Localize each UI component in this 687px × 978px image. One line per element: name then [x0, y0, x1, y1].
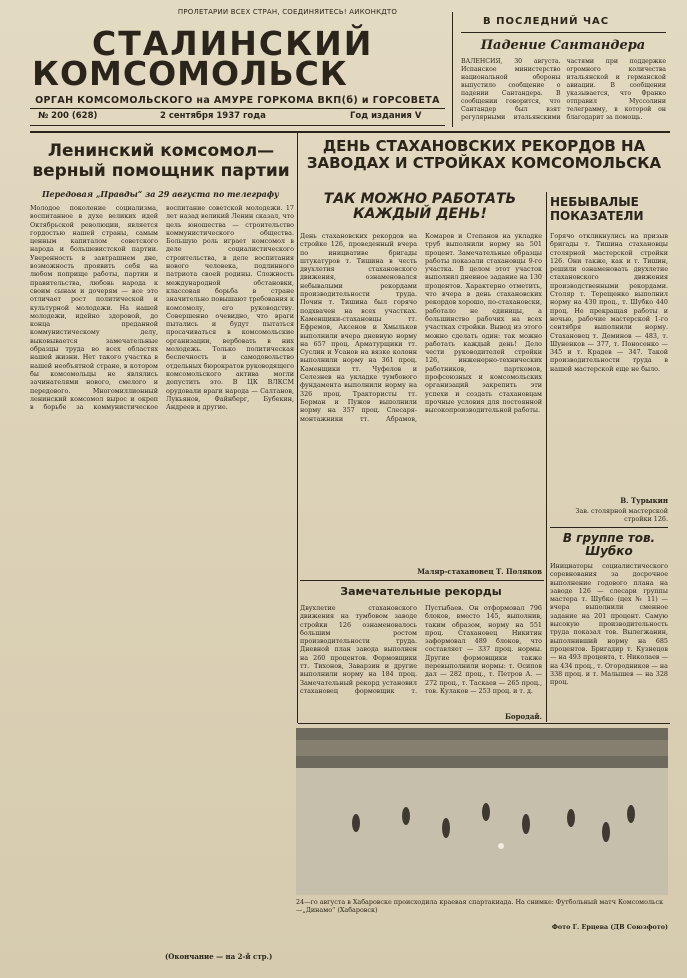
records-headline: Замечательные рекорды	[340, 585, 502, 598]
left-dateline: Передовая „Правды“ за 29 августа по телеграфу	[42, 189, 279, 199]
continued-note: (Окончание — на 2-й стр.)	[165, 952, 273, 961]
divider	[298, 723, 670, 724]
photo-illustration	[296, 728, 668, 895]
divider	[297, 133, 298, 723]
indicators-signature: В. Турыкин	[620, 496, 668, 505]
last-hour-label: В ПОСЛЕДНИЙ ЧАС	[483, 16, 610, 27]
slogan: ПРОЛЕТАРИИ ВСЕХ СТРАН, СОЕДИНЯЙТЕСЬ! АИКОНКДТО	[177, 8, 398, 16]
main-headline: ДЕНЬ СТАХАНОВСКИХ РЕКОРДОВ НА ЗАВОДАХ И СТРОЙКАХ КОМСОМОЛЬСКА	[306, 137, 662, 173]
indicators-headline: НЕБЫВАЛЫЕ ПОКАЗАТЕЛИ	[550, 195, 644, 223]
group-headline: В группе тов. Шубко	[562, 531, 656, 559]
organ-line: ОРГАН КОМСОМОЛЬСКОГО на АМУРЕ ГОРКОМА ВКП(б) и ГОРСОВЕТА	[35, 95, 440, 106]
left-article-text: Молодое поколение социализма, воспитанное в духе великих идей Октябрьской революции, является гордостью нашей страны, самым ценным капиталом советского народа и большевистской партии. Уверенность в завтрашнем дне, возможность проявить себя на любом поприще работы, партии и правительства, любовь народа к своим сынам и дочерям — все это отличает рост политической и культурной молодежи. На нашей молодежи, идейно здоровой, до конца преданной коммунистическому делу, выковывается замечательные образцы труда во всех областях нашей жизни. Нет такого участка в нашей необъятной стране, в котором бы комсомольцы не являлись зачинателями нового, смелого и передового. Многомиллионный ленинский комсомол вырос и окреп в борьбе за коммунистическое воспитание советской молодежи. 17 лет назад великий Ленин сказал, что цель юношества — строительство коммунистического общества. Большую роль играет комсомол в деле социалистического строительства, в деле воспитания нового человека, подлинного патриота своей родины. Сложность международной обстановки, классовая борьба в стране значительно повышают требования к комсомолу, его руководству. Совершенно очевидно, что враги пытались и будут пытаться просачиваться в комсомольские организации, вербовать в них молодежь. Только политическая беспечность и самодовольство отдельных бюрократов руководящего комсомольского актива могли допустить это. В ЦК ВЛКСМ орудовали враги народа — Салтанов, Лукьянов, Файнберг, Бубекин, Андреев и другие.	[30, 204, 294, 412]
work-day-text: День стахановских рекордов на стройке 126, проведенный вчера по инициативе бригады штукатуров т. Тишина в честь двухлетия стахановского движения, ознаменовался небывалыми рекордами производительности труда. Почин т. Тишина был горячо подхвачен на всех участках. Каменщики-стахановцы тт. Ефремов, Аксенов и Хмыльков выполнили вчера дневную норму на 657 проц. Арматурщики тт. Суслин и Усанов на вязке колонн выполнили норму на 361 проц. Каменщики тт. Чуфелов и Селезнев на укладке тумбового фундамента выполнили норму на 326 проц. Трактористы тт. Берман и Пужов выполнили норму на 357 проц. Слесаря-монтажники тт. Абрамов, Комаров и Степанов на укладке труб выполнили норму на 501 процент. Замечательные образцы работы показали стахановцы 9-го участка. В целом этот участок выполнил дневное задание на 130 процентов. Характерно отметить, что вчера в день стахановских рекордов хорошо, по-стахановски, работало не единицы, а большинство рабочих на всех участках стройки. Вывод из этого можно сделать один: так можно работать каждый день! Дело чести руководителей стройки 126, инженерно-технических работников, парткомов, профсоюзных и комсомольских организаций закрепить эти успехи и создать стахановцам прочные условия для постоянной высокопроизводительной работы.	[300, 232, 542, 423]
issue-date: 2 сентября 1937 года	[160, 111, 266, 121]
divider	[550, 527, 668, 528]
photo-caption: 24—го августа в Хабаровске происходила краевая спартакиада. На снимке: Футбольный матч Комсомольск—„Динамо“ (Хабаровск)	[296, 898, 664, 914]
last-hour-text: ВАЛЕНСИЯ, 30 августа. Испанское министерство национальной обороны выпустило сообщение о падении Сантандера. В сообщении говорится, что Сантандер был взят регулярными итальянскими частями при поддержке огромного количества итальянской и германской авиации. В сообщении указывается, что Франко отправил Муссолини телеграмму, в которой он благодарит за помощь.	[461, 58, 666, 121]
divider	[30, 131, 670, 133]
last-hour-headline: Падение Сантандера	[480, 38, 646, 53]
football-match-photo	[296, 728, 668, 895]
records-signature: Бородай.	[504, 712, 542, 721]
indicators-signature-note: Зав. столярной мастерской стройки 126.	[575, 507, 668, 524]
divider	[300, 580, 544, 581]
last-hour-box	[452, 12, 668, 127]
masthead	[30, 20, 445, 106]
issue-number: № 200 (628)	[38, 111, 98, 121]
issue-year: Год издания V	[350, 111, 422, 121]
indicators-text: Горячо откликнулись на призыв бригады т. Тишина стахановцы столярной мастерской стройки 126. Они также, как и т. Тишин, решили ознаменовать двухлетие стахановского движения производственными рекордами. Столяр т. Терещенко выполнил норму на 430 проц., т. Шубко 440 проц. Не прекращая работы и ночью, рабочие мастерской 1-го сентября выполнили норму. Стахановец т. Деминов — 483, т. Шуненков — 377, т. Поносенко — 345 и т. Крадев — 347. Такой производительности труда в нашей мастерской еще не было.	[550, 232, 668, 373]
divider	[546, 192, 547, 722]
masthead-title-line2: КОМСОМОЛЬСК	[32, 54, 348, 93]
divider	[461, 32, 666, 33]
group-text: Инициаторы социалистического соревнования за досрочное выполнение годового плана на заводе 126 — слесари группы мастера т. Шубко (цех № 11) — вчера выполнили сменное задание на 201 процент. Самую высокую производительность труда показал тов. Вылегжанин, выполнивший норму на 685 процентов. Бригадир т. Кузнецов — на 493 процента, т. Николаев — на 434 проц., т. Огородников — на 338 проц. и т. Малышев — на 328 проц.	[550, 562, 668, 687]
work-day-headline: ТАК МОЖНО РАБОТАТЬ КАЖДЫЙ ДЕНЬ!	[323, 191, 517, 223]
records-text: Двухлетие стахановского движения на тумбовом заводе стройки 126 ознаменовалось большим ростом производительности труда. Дневной план завода выполнен на 260 процентов. Формовщики тт. Тихонов, Заварзин и другие выполнили норму на 184 проц. Замечательный рекорд установил стахановец формовщик т. Пустыбаев. Он отформовал 796 блоков, вместо 145, выполнив, таким образом, норму на 551 проц. Стахановец Никитин заформовал 489 блоков, что составляет — 337 проц. нормы. Другие формовщики также перевыполнили нормы: т. Осипов дал — 282 проц., т. Петров А. — 272 проц., т. Таскаев — 265 проц., тов. Кулаков — 253 проц. и т. д.	[300, 604, 542, 695]
work-day-signature: Маляр-стахановец Т. Поляков	[417, 567, 542, 576]
issue-info-bar	[30, 108, 445, 126]
photo-credit: Фото Г. Ерцева (ДВ Союзфото)	[551, 923, 668, 931]
masthead-title-line1: СТАЛИНСКИЙ	[92, 24, 374, 63]
left-headline: Ленинский комсомол— верный помощник партии	[32, 141, 290, 181]
